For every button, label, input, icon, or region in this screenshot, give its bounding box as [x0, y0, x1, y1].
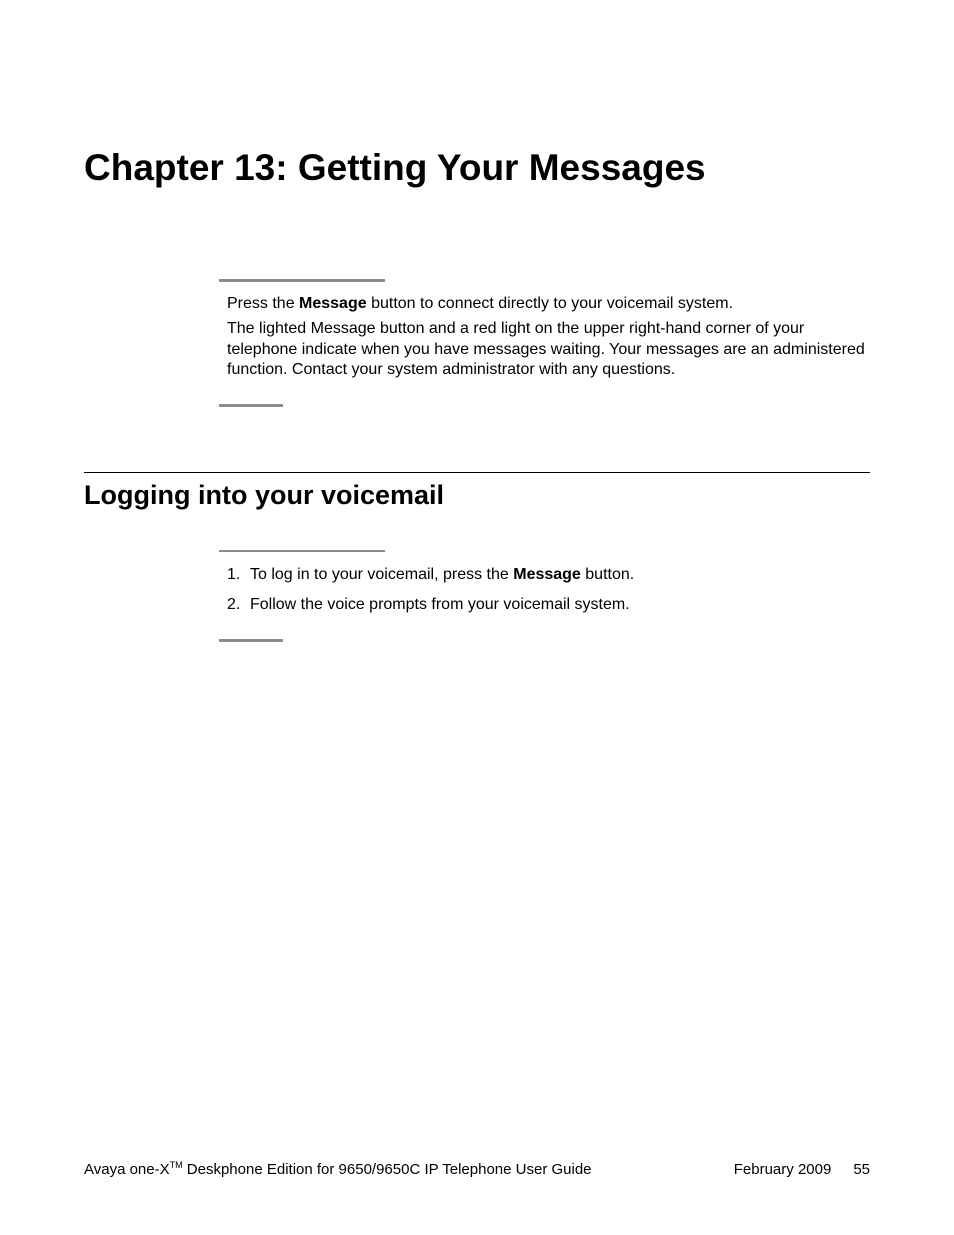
- section-title: Logging into your voicemail: [84, 480, 445, 510]
- intro-paragraph-1: [227, 294, 867, 315]
- step-item: [227, 594, 634, 616]
- step-text: Follow the voice prompts from your voicemail system.: [250, 596, 630, 613]
- steps-top-rule: [219, 550, 385, 552]
- step-number: 2.: [227, 596, 241, 613]
- page-number: 55: [853, 1161, 870, 1178]
- intro-paragraph-2: The lighted Message button and a red light on the upper right-hand corner of your telephone indicate when you have messages waiting. Your messages are an administered function. Contact your system administrator with any questions.: [227, 320, 865, 378]
- section-divider: [84, 472, 870, 473]
- step-text-start: To log in to your voicemail, press the: [250, 566, 514, 583]
- chapter-title: Chapter 13: Getting Your Messages: [84, 147, 706, 188]
- footer-doc-title: [84, 1160, 592, 1180]
- intro-text-end: button to connect directly to your voicemail system.: [366, 295, 734, 312]
- footer-date: February 2009: [733, 1161, 832, 1178]
- step-item: [227, 564, 634, 586]
- step-number: 1.: [227, 566, 241, 583]
- footer-edition: Deskphone Edition for 9650/9650C IP Telephone User Guide: [182, 1161, 592, 1178]
- intro-text-start: Press the: [227, 295, 300, 312]
- footer-meta: [734, 1160, 870, 1180]
- trademark-symbol: TM: [169, 1160, 183, 1170]
- step-text-end: button.: [580, 566, 635, 583]
- steps-bottom-rule: [219, 639, 283, 642]
- intro-bottom-rule: [219, 404, 283, 407]
- footer-product: Avaya one-X: [84, 1161, 170, 1178]
- steps-list: [227, 564, 634, 624]
- message-button-name: Message: [513, 566, 581, 583]
- message-button-name: Message: [299, 295, 367, 312]
- intro-top-rule: [219, 279, 385, 282]
